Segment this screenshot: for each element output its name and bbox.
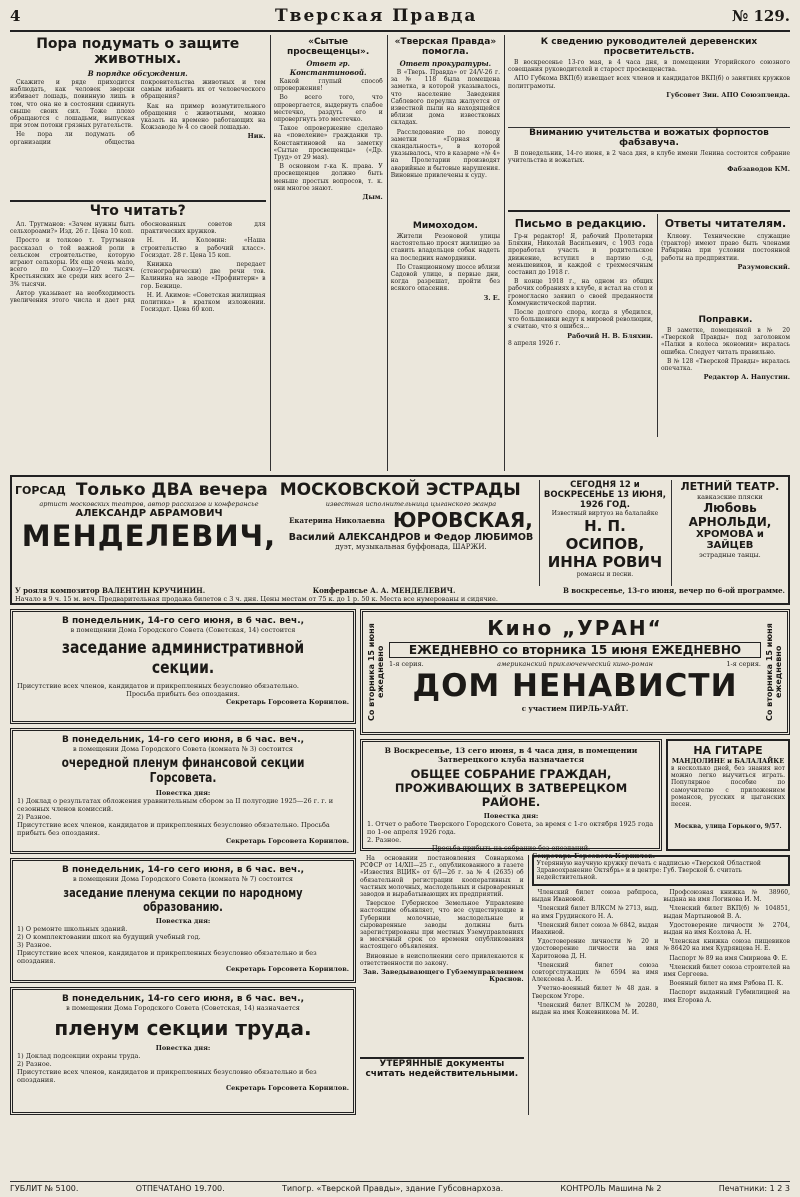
left-column	[10, 35, 266, 471]
senseless-body	[274, 78, 383, 473]
signature: Разумовский.	[737, 262, 790, 271]
lost-document-item: Паспорт № 89 на имя Смирнова Ф. Е.	[669, 954, 788, 962]
masthead	[10, 6, 790, 32]
violin-name: Н. П. ОСИПОВ,	[565, 517, 645, 553]
summer-theatre: ЛЕТНИЙ ТЕАТР.	[680, 480, 780, 493]
guitar-title: НА ГИТАРЕ	[693, 744, 763, 757]
senseless-title: «Сытые просвещенцы».	[287, 37, 370, 57]
lost-document-item: Учетно-военный билет № 48 дан. в Тверском Угоре.	[531, 985, 659, 1000]
notice-agenda: Повестка дня:	[155, 917, 211, 925]
cinema-series: 1-я серия.	[389, 660, 424, 668]
agenda-item: 2) О комплектовании школ на будущий учебный год.	[17, 933, 201, 941]
lost-document-item: Профсоюзная книжка № 38960, выдана на имя Логинова И. М.	[663, 889, 790, 904]
paragraph: Не пора ли подумать об организации общества покровительства животных и тем самым избавить их от человеческого обращения?	[10, 79, 266, 146]
conferencier-line: Конферансье А. А. МЕНДЕЛЕВИЧ.	[312, 586, 456, 595]
notice-note: Присутствие всех членов, кандидатов и прикрепленных безусловно обязательно. Просьба прибыть без опоздания.	[17, 821, 330, 837]
corrections-title: Поправки.	[698, 315, 753, 325]
agenda-item: 3) Разное.	[17, 941, 52, 949]
paragraph: АПО Губкома ВКП(б) извещает всех членов и кандидатов ВКП(б) о занятиях кружков политграмоты.	[508, 75, 790, 90]
pressmen: Печатники: 1 2 3	[718, 1184, 790, 1193]
duo-names: ХРОМОВА и ЗАЙЦЕВ	[696, 529, 764, 551]
lost-document-item: Членский билет союза совторгслужащих № 6594 на имя Алексеева А. И.	[531, 961, 659, 984]
agenda-item: 2. Разное.	[367, 836, 402, 844]
paragraph: В воскресенье 13-го мая, в 4 часа дня, в помещении Угорийского союзного совещания руководителей и старост просвещенства.	[508, 59, 790, 74]
agenda-item: 1) Доклад о результатах обложения уравнительным сбором за II полугодие 1925—26 г. г. и сезонных членов комиссий.	[17, 797, 334, 813]
lost-documents	[528, 855, 790, 1115]
meeting-title: ОБЩЕЕ СОБРАНИЕ ГРАЖДАН, ПРОЖИВАЮЩИХ В ЗАТВЕРЕЦКОМ РАЙОНЕ.	[394, 767, 628, 809]
notice-when: В понедельник, 14-го сего июня, в 6 час. веч.,	[61, 865, 305, 875]
paragraph: Скажите и ряде приходится наблюдать, как человек зверски избивает лошадь, повинную лишь в том, что она не в состоянии сдвинуть свыше своих сил. Тоже плохо обращаются с лошадьми, выпуская при этом потоки грязных ругательств.	[10, 79, 135, 130]
dancer-name: ИННА РОВИЧ	[547, 553, 663, 571]
paragraph: Какой глупый способ опровержения!	[273, 78, 383, 93]
print-run: ОТПЕЧАТАНО 19.700.	[135, 1184, 225, 1193]
meeting-when: В Воскресенье, 13 сего июня, в 4 часа дня, в помещении Затверецкого клуба назначается	[384, 746, 638, 764]
editor-signature: Редактор А. Напустин.	[703, 373, 790, 382]
singer-note: известная исполнительница цыганского жанра	[325, 500, 497, 508]
senseless-column	[270, 35, 383, 471]
paragraph: После долгого спора, когда я убедился, что большевики ведут к мировой революции, я считаю, что я ошибся...	[508, 309, 653, 331]
notice-where: в помещении Дома Городского Совета (Советская, 14) состоится	[70, 626, 296, 634]
agenda-item: 2) Разное.	[17, 813, 52, 821]
signature: Ник.	[247, 132, 266, 141]
paragraph: В «Тверь. Правда» от 24/V-26 г. за № 118 была помещена заметка, в которой указывалось, что население Заведения Саблевого переулка жалуется от известной пыли на находящейся вблизи дома известковых складах.	[390, 69, 500, 127]
printer-name: Типогр. «Тверской Правды», здание Губсовнархоза.	[281, 1184, 504, 1193]
imprint-footer	[10, 1181, 790, 1193]
notice-when: В понедельник, 14-го сего июня, в 6 час. веч.,	[61, 616, 305, 626]
lost-document-item: Членский билет союза строителей на имя Сергеева.	[663, 963, 790, 979]
notice-agenda: Повестка дня:	[155, 789, 211, 797]
artist-line: артист московских театров, автор рассказов и конферансье	[39, 500, 259, 508]
caucasus-dances: кавказские пляски	[697, 493, 763, 501]
paragraph: Кляову. Технические служащие (трактор) имеют право быть членами Рабкрина при условии постоянной работы на предприятии.	[660, 233, 790, 262]
duet: Василий АЛЕКСАНДРОВ и Федор ЛЮБИМОВ	[288, 532, 534, 543]
paragraph: На основании постановления Совнаркома РСФСР от 14/XII—25 г., опубликованного в газете «Известия ВЦИК» от 6/I—26 г. за № 4 (2635) об обязательной регистрации кооперативных и частных молочных, маслодельных и сыроваренных заводов и вырабатывающих их предприятий.	[360, 855, 524, 899]
right-column	[504, 35, 790, 471]
helped-body	[391, 69, 500, 219]
cinema-ad	[360, 609, 790, 735]
lost-document-item: Членский билет ВЛКСМ № 2713, выд. на имя Грудинского Н. А.	[531, 905, 659, 920]
top-articles	[10, 35, 790, 471]
paragraph: В заметке, помещенной в № 20 «Тверской Правды» под заголовком «Палки в колеса экономии» вкралась ошибка. Следует читать правильно.	[660, 327, 790, 356]
paragraph: В № 128 «Тверской Правды» вкралась опечатка.	[660, 357, 790, 373]
notice-note: Присутствие всех членов, кандидатов и прикрепленных безусловно обязательно и без опоздания.	[17, 949, 317, 965]
notice-note: Присутствие всех членов, кандидатов и прикрепленных безусловно обязательно.	[17, 682, 299, 690]
read-title: Что читать?	[89, 203, 186, 219]
helped-title: «Тверская Правда» помогла.	[394, 37, 497, 57]
artist-first: АЛЕКСАНДР АБРАМОВИЧ	[75, 508, 223, 519]
notice-title: очередной пленум финансовой секции Горсовета.	[61, 756, 305, 786]
paragraph: Просто и толково т. Тругманов рассказал о той важной роли в сельском строительстве, которую играют сельхоры. Их еще очень мало, всего по Союзу—120 тысяч. Крестьянских же среди них всего 2—3% тысячи.	[10, 237, 135, 288]
bottom-section	[10, 609, 790, 1119]
notice-where: в помещении Дома Городского Совета (Советская, 14) назначается	[66, 1004, 300, 1012]
piano-line: У рояля композитор ВАЛЕНТИН КРУЧИНИН.	[15, 586, 206, 595]
guitar-body: в несколько дней, без знания нот можно легко выучиться играть. Популярное пособие по самоучителю с приложением романсов, русских и цыганских песен.	[671, 765, 785, 809]
mimohodom-title: Мимоходом.	[412, 221, 478, 231]
signature: Секретарь Горсовета Корнилов.	[225, 965, 349, 973]
paragraph: Расследование по поводу заметки «Горная и скандальность», в которой указывалось, что в казарме «№ 4» на Пролетарии производят аварийные и бытовые нарушения. Виновные привлечены к суду.	[390, 128, 500, 179]
paragraph: Ал. Тругманов: «Зачем нужны быть сельхороами?» Изд. 26 г. Цена 10 коп.	[10, 221, 135, 236]
glavlit-number: ГУБЛИТ № 5100.	[10, 1184, 79, 1193]
signature: Зав. Заведывающего Губземуправлением Краснов.	[363, 968, 524, 984]
singer-last: ЮРОВСКАЯ,	[392, 508, 533, 532]
cinema-side-right: Со вторника 15 июня ежедневно	[765, 623, 783, 721]
paragraph: Н. И. Коломин: «Наша строительство в рабочий класс». Госиздат. 28 г. Цена 15 коп.	[140, 237, 266, 259]
signature: Секретарь Горсовета Корнилов.	[531, 852, 655, 860]
paragraph: Жители Резоновой улицы настоятельно просят жилищно за ставить владельцев собак надеть на последних намордники.	[390, 233, 500, 262]
signature: Секретарь Горсовета Корнилов.	[225, 1084, 349, 1092]
film-title: ДОМ НЕНАВИСТИ	[412, 668, 738, 704]
gorsad-headline-1: Только ДВА вечера	[75, 480, 268, 500]
mimohodom-body	[391, 233, 500, 443]
duet-note: дуэт, музыкальная буффонада, ШАРЖИ.	[335, 543, 487, 551]
teachers-body-2	[508, 150, 790, 210]
letter-body	[508, 233, 653, 437]
dancer-note: романсы и песни.	[576, 571, 634, 578]
notice-agenda: Повестка дня:	[155, 1044, 211, 1052]
duo-note: эстрадные танцы.	[699, 551, 761, 559]
notice-when: В понедельник, 14-го сего июня, в 6 час. веч.,	[61, 994, 305, 1004]
animals-title: Пора подумать о защите животных.	[36, 36, 240, 67]
notice-please: Просьба прибыть без опоздания.	[126, 690, 240, 698]
teachers-title: К сведению руководителей деревенских просветительств.	[540, 37, 758, 57]
notice-where: в помещении Дома Городского Совета (комната № 7) состоится	[73, 875, 293, 883]
issue-number: № 129.	[731, 7, 790, 25]
signature: З. Е.	[483, 293, 500, 302]
answers-body	[661, 233, 790, 313]
animals-body	[10, 79, 266, 197]
notice-title: пленум секции труда.	[54, 1016, 312, 1040]
agenda-item: 1) Доклад подсекции охраны труда.	[17, 1052, 141, 1060]
lost-document-item: Удостоверение личности № 2704, выдан на имя Козлова А. Н.	[663, 921, 790, 937]
paragraph: Как на пример возмутительного обращения с животными, можно указать на времено работающих на Кожзаводе № 4 со своей лошадью.	[140, 102, 266, 132]
arnoldi-name: Любовь АРНОЛЬДИ,	[688, 501, 772, 529]
signature: Дым.	[362, 193, 383, 202]
answers-block	[657, 214, 790, 437]
education-section-notice	[10, 858, 356, 983]
answers-title: Ответы читателям.	[664, 217, 787, 230]
teachers-body	[508, 59, 790, 125]
notice-where: в помещении Дома Городского Совета (комната № 3) состоится	[73, 745, 293, 753]
letter-block	[508, 214, 653, 437]
gorsad-ad	[10, 475, 790, 605]
notice-note: Присутствие всех членов, кандидатов и прикрепленных безусловно обязательно и без опоздания.	[17, 1068, 317, 1084]
gorsad-headline-2: МОСКОВСКОЙ ЭСТРАДЫ	[279, 480, 521, 500]
helped-column	[387, 35, 500, 471]
cinema-daily: ЕЖЕДНЕВНО со вторника 15 июня ЕЖЕДНЕВНО	[389, 642, 761, 658]
agenda-item: 1) О ремонте школьных зданий.	[17, 925, 128, 933]
guitar-subtitle: МАНДОЛИНЕ и БАЛАЛАЙКЕ	[671, 757, 785, 765]
paragraph: По Станционному шоссе вблизи Садовой улице, в первые дни, когда разрешат, пройти без всякого опасения.	[390, 263, 500, 293]
read-body	[10, 221, 266, 483]
decree-body	[360, 855, 524, 1055]
cinema-side-left: Со вторника 15 июня ежедневно	[367, 623, 385, 721]
lost-document-item: Военный билет на имя Рябова П. К.	[669, 980, 784, 988]
paragraph: В основном г-ка К. права. У просвещенцев должно быть меньше простых вопросов, т. к. они многое знают.	[273, 163, 383, 192]
paragraph: Н. И. Акимов: «Советская жилищная политика» в кратком изложении. Госиздат. Цена 60 коп.	[140, 291, 266, 314]
zatveretsky-meeting	[360, 739, 662, 860]
notice-title: заседание административной секции.	[61, 638, 305, 678]
signature: Фабзаводов КМ.	[727, 165, 790, 174]
right-area	[360, 609, 790, 1119]
paragraph: Виновные в неисполнении сего привлекаются к ответственности по закону.	[360, 952, 524, 967]
teachers-title-2: Вниманию учительства и вожатых форпостов фабзавуча.	[508, 127, 790, 148]
paragraph: Автор указывает на необходимость увеличения этого числа и дает ряд обоснованных советов для практических кружков.	[10, 221, 266, 305]
senseless-subtitle: Ответ гр. Константиновой.	[289, 59, 367, 77]
paragraph: Во всего того, что опровергается, выдернуть слабое местечко, раздуть его и опровергнуть это местечко.	[273, 94, 383, 124]
paragraph: Тверское Губернское Земельное Управление настоящим объявляет, что все существующие в Губернии молочные, маслодельные и сыроваренные заводы должны быть зарегистрированы при местных Уземуправлениях в месячный срок со времени опубликования настоящего объявления.	[360, 900, 524, 951]
gorsad-label: ГОРСАД	[15, 483, 66, 497]
start-line: Начало в 9 ч. 15 м. веч. Предварительная продажа билетов с 3 ч. дня. Цены местам от 75 к. до 1 р. 50 к. Места все нумерованы и сидячие.	[15, 595, 498, 603]
signature: Рабочий Н. В. Бляхин.	[567, 331, 653, 340]
violin-note: Известный виртуоз на балалайке	[551, 510, 659, 517]
lost-documents-list	[532, 889, 790, 1099]
agenda-item: 1. Отчет о работе Тверского Городского Совета, за время с 1-го октября 1925 года по 1-ое апреля 1926 года.	[367, 820, 654, 836]
lost-stamp-notice: Утерянную научную кружку печать с надписью «Тверской Областной Здравоохранение Октябрь» и в центре: Губ. Тверской б. считать недействительной.	[532, 855, 790, 886]
cinema-name: Кино „УРАН“	[487, 616, 663, 640]
finance-section-notice	[10, 728, 356, 854]
lost-document-item: Удостоверение личности № 20 и удостоверение личности на имя Харитонова Д. Н.	[531, 938, 659, 960]
paragraph: Гр-н редактор! Я, рабочий Пролетарки Бляхин, Николай Васильевич, с 1903 года проработал участь и родительское движение, вступил в партию с-д, меньшевиков, и каждой с трехмесячным составил до 1918 г.	[508, 233, 653, 277]
admin-section-notice	[10, 609, 356, 724]
guitar-address: Москва, улица Горького, 9/57.	[674, 823, 782, 830]
guitar-ad	[666, 739, 790, 851]
agenda-item: 2) Разное.	[17, 1060, 52, 1068]
corrections-body	[661, 327, 790, 427]
labour-section-notice	[10, 987, 356, 1115]
signature: Секретарь Горсовета Корнилов.	[225, 698, 349, 706]
paragraph: Такое опровержение сделано на «повеление» гражданки тр. Константиновой на заметку «Сытые просвещенцы» («Др. Труд» от 29 мая).	[273, 125, 383, 162]
meeting-agenda: Повестка дня:	[483, 812, 539, 820]
notice-when: В понедельник, 14-го сего июня, в 6 час. веч.,	[61, 735, 305, 745]
signature: Губсовет Зин. АПО Союзпленда.	[666, 90, 790, 99]
control-line: КОНТРОЛЬ Машина № 2	[560, 1184, 662, 1193]
notices-column	[10, 609, 356, 1119]
newspaper-name: Тверская Правда	[274, 6, 478, 26]
cinema-genre: американский приключенческий кино-роман	[497, 660, 653, 668]
film-star: с участием ПИРЛЬ-УАЙТ.	[521, 704, 629, 713]
paragraph: Книжка передает (стенографически) две речи тов. Калинина на заводе «Профинтерн» в гор. Бежице.	[140, 261, 266, 290]
artist-last: МЕНДЕЛЕВИЧ,	[21, 519, 277, 553]
notice-title: заседание пленума секции по народному образованию.	[63, 886, 303, 914]
singer-first: Екатерина Николаевна	[289, 515, 385, 525]
lost-document-item: Паспорт выданный Губмилицией на имя Егорова А.	[663, 989, 790, 1004]
lost-docs-title: УТЕРЯННЫЕ документы считать недействительными.	[360, 1057, 524, 1079]
lost-document-item: Членский билет союза рабпроса, выдан Ивановой.	[531, 889, 659, 904]
cinema-series-right: 1-я серия.	[726, 660, 761, 668]
lost-document-item: Членская книжка союза пищевиков № 86420 на имя Кудрявцева Н. Е.	[663, 938, 790, 953]
lost-document-item: Членский билет ВКП(б) № 104851, выдан Мартыновой В. А.	[663, 905, 790, 920]
page-number: 4	[10, 7, 21, 25]
decree-block	[360, 855, 524, 1115]
helped-subtitle: Ответ прокуратуры.	[399, 59, 492, 68]
signature: Секретарь Горсовета Корнилов.	[225, 837, 349, 845]
paragraph: В понедельник, 14-го июня, в 2 часа дня, в клубе имени Ленина состоится собрание учительства и вожатых.	[508, 150, 790, 165]
animals-subtitle: В порядке обсуждения.	[87, 69, 188, 78]
sunday-line: В воскресенье, 13-го июня, вечер по 6-ой программе.	[562, 586, 785, 595]
lost-document-item: Членский билет ВЛКСМ № 20280, выдан на имя Кожевникова М. И.	[531, 1001, 659, 1017]
meeting-please: Просьба прибыть на собрание без опозданий.	[431, 844, 591, 852]
letter-title: Письмо в редакцию.	[514, 217, 647, 230]
letter-date: 8 апреля 1926 г.	[508, 339, 561, 347]
paragraph: В конце 1918 г., на одном из общих рабочих собраниях в клубе, я встал на стол и громогласно заявил о своей преданности Коммунистической партии.	[508, 278, 653, 307]
today-dates: СЕГОДНЯ 12 и ВОСКРЕСЕНЬЕ 13 ИЮНЯ, 1926 ГОД.	[543, 480, 666, 510]
lost-document-item: Членский билет союза № 6842, выдан Ивахиной.	[531, 921, 659, 937]
